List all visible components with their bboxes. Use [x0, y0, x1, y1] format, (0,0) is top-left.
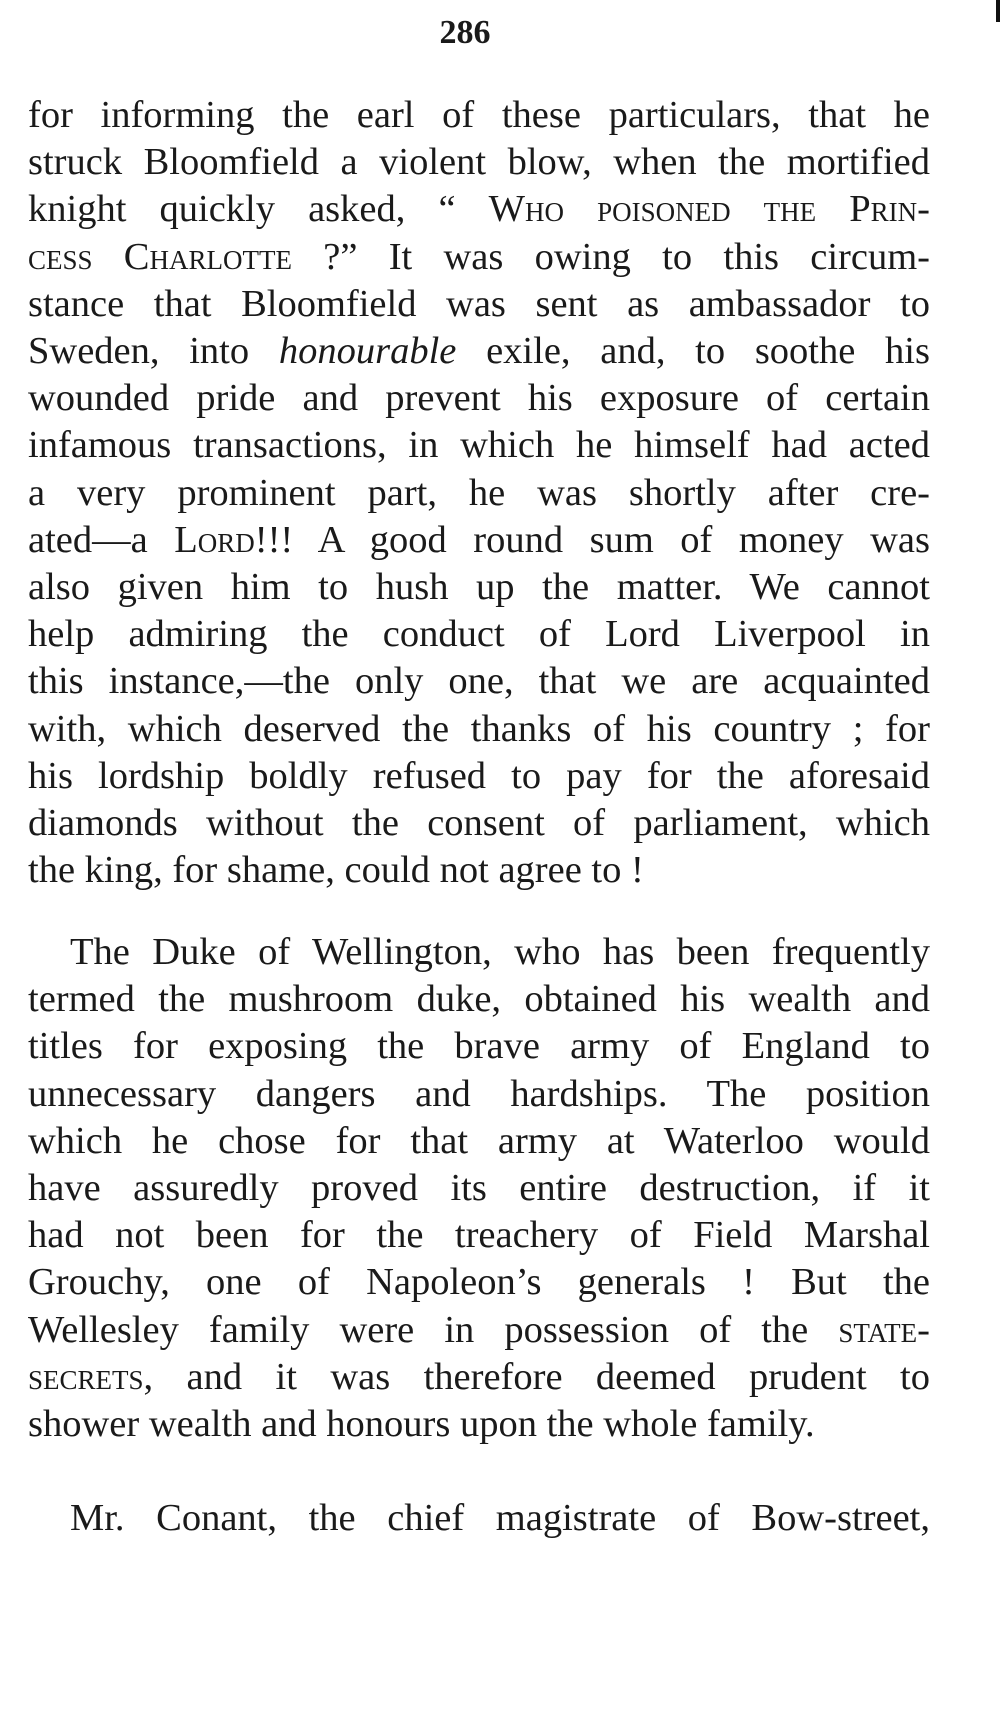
text-run: Sweden, into	[28, 330, 279, 373]
text-line	[28, 186, 930, 233]
text-run: help admiring the conduct of Lord Liverpool in	[28, 613, 930, 656]
text-run: stance that Bloomfield was sent as ambassador to	[28, 282, 930, 325]
text-run: ated—a	[28, 518, 175, 561]
text-line	[28, 929, 930, 976]
text-run: had not been for the treachery of Field Marshal	[28, 1214, 930, 1257]
text-line	[28, 1212, 930, 1259]
page-number: 286	[439, 14, 491, 51]
text-line	[28, 1023, 930, 1070]
text-line	[28, 753, 930, 800]
text-run: Wellesley family were in possession of the	[28, 1308, 839, 1351]
text-run: exile, and, to soothe his	[456, 330, 930, 373]
page-edge-mark	[996, 0, 1000, 22]
text-line	[28, 564, 930, 611]
text-line	[28, 706, 930, 753]
small-caps-run: secrets	[28, 1355, 144, 1398]
text-run: this instance,—the only one, that we are acquainted	[28, 660, 930, 703]
text-run: !!! A good round sum of money was	[254, 518, 930, 561]
text-line	[28, 234, 930, 281]
text-run: shower wealth and honours upon the whole family.	[28, 1403, 815, 1446]
text-run: Grouchy, one of Napoleon’s generals ! But the	[28, 1261, 930, 1304]
italic-run: honourable	[278, 330, 457, 373]
text-line	[28, 1259, 930, 1306]
text-line	[28, 1354, 930, 1401]
text-run: The Duke of Wellington, who has been frequently	[70, 931, 930, 973]
text-line	[28, 658, 930, 705]
paragraph-conant	[28, 1495, 930, 1542]
text-line	[28, 517, 930, 564]
text-line	[28, 375, 930, 422]
text-run: have assuredly proved its entire destruction, if it	[28, 1167, 930, 1210]
text-line	[28, 422, 930, 469]
text-line	[28, 1307, 930, 1354]
text-line	[28, 976, 930, 1023]
text-run: Mr. Conant, the chief magistrate of Bow-street,	[70, 1497, 930, 1539]
text-run: knight quickly asked, “	[28, 188, 489, 231]
text-run: unnecessary dangers and hardships. The position	[28, 1072, 930, 1115]
text-line	[28, 800, 930, 847]
text-run: which he chose for that army at Waterloo would	[28, 1119, 930, 1162]
paragraph-bloomfield	[28, 92, 930, 894]
text-run: his lordship boldly refused to pay for the aforesaid	[28, 754, 930, 797]
small-caps-run: state-	[838, 1308, 930, 1351]
text-run: diamonds without the consent of parliament, which	[28, 802, 930, 845]
text-line	[28, 1165, 930, 1212]
small-caps-run: cess Charlotte	[28, 235, 292, 278]
text-run: , and it was therefore deemed prudent to	[143, 1355, 930, 1398]
text-line	[28, 1071, 930, 1118]
text-line	[28, 611, 930, 658]
text-run: infamous transactions, in which he himself had acted	[28, 424, 930, 467]
text-line	[28, 139, 930, 186]
text-line	[28, 470, 930, 517]
small-caps-run: Lord	[174, 518, 255, 561]
paragraph-wellington	[28, 929, 930, 1448]
text-line	[28, 92, 930, 139]
text-run: titles for exposing the brave army of England to	[28, 1025, 930, 1068]
text-line	[28, 1495, 930, 1542]
text-line	[28, 281, 930, 328]
text-run: struck Bloomfield a violent blow, when the mortified	[28, 141, 930, 184]
text-run: the king, for shame, could not agree to !	[28, 849, 644, 892]
text-run: for informing the earl of these particulars, that he	[28, 94, 930, 136]
text-run: a very prominent part, he was shortly after cre-	[28, 471, 930, 514]
text-run: with, which deserved the thanks of his country ; for	[28, 707, 930, 750]
text-run: termed the mushroom duke, obtained his wealth and	[28, 978, 930, 1021]
text-run: also given him to hush up the matter. We cannot	[28, 566, 930, 609]
text-line	[28, 328, 930, 375]
text-run: wounded pride and prevent his exposure of certain	[28, 377, 930, 420]
text-line	[28, 1118, 930, 1165]
text-line	[28, 1401, 930, 1448]
small-caps-run: Who poisoned the Prin-	[488, 188, 930, 231]
text-run: ?” It was owing to this circum-	[291, 235, 930, 278]
text-line	[28, 847, 930, 894]
